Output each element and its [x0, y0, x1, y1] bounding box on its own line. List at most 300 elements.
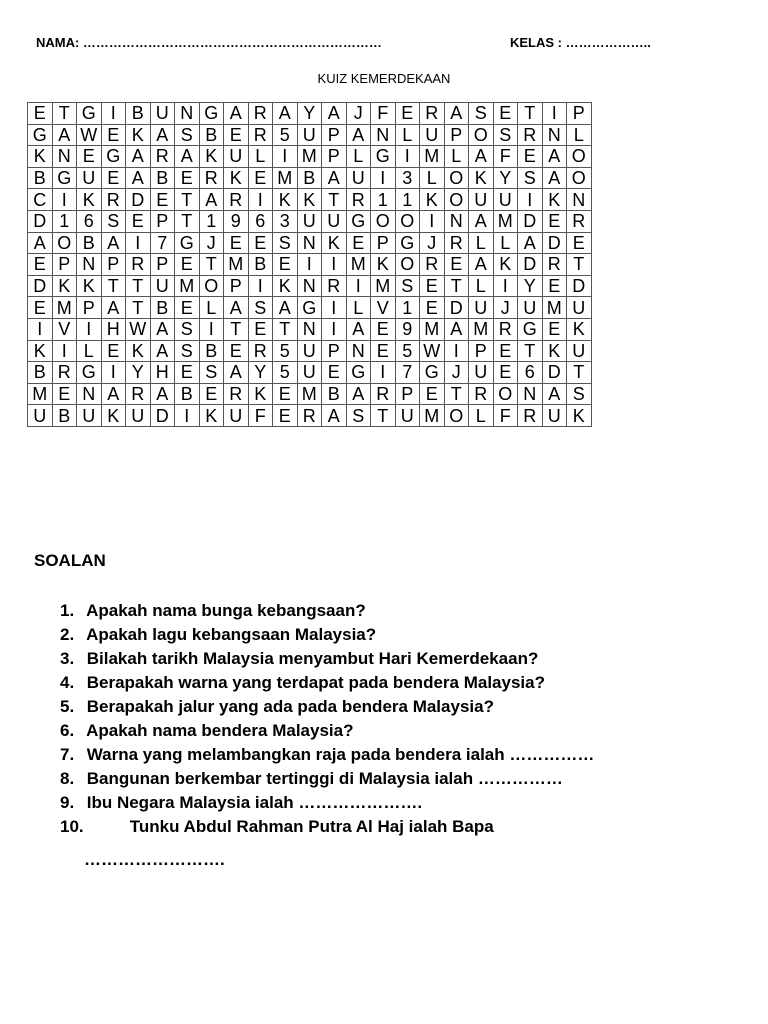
- grid-cell: R: [248, 340, 273, 362]
- grid-cell: D: [518, 254, 543, 276]
- grid-row: [28, 318, 592, 340]
- grid-cell: U: [150, 275, 175, 297]
- question-text: Bilakah tarikh Malaysia menyambut Hari Kemerdekaan?: [86, 649, 539, 668]
- grid-cell: E: [224, 232, 249, 254]
- grid-cell: R: [248, 103, 273, 125]
- grid-cell: M: [371, 275, 396, 297]
- grid-cell: E: [150, 189, 175, 211]
- grid-cell: Y: [518, 275, 543, 297]
- grid-cell: E: [542, 210, 567, 232]
- grid-cell: W: [77, 124, 102, 146]
- grid-cell: T: [518, 103, 543, 125]
- grid-cell: A: [101, 232, 126, 254]
- grid-cell: G: [77, 362, 102, 384]
- grid-cell: A: [518, 232, 543, 254]
- grid-cell: B: [28, 167, 53, 189]
- grid-cell: I: [248, 189, 273, 211]
- grid-cell: P: [371, 232, 396, 254]
- grid-cell: E: [126, 210, 151, 232]
- grid-cell: S: [175, 124, 200, 146]
- grid-cell: A: [175, 146, 200, 168]
- grid-row: [28, 167, 592, 189]
- grid-cell: V: [371, 297, 396, 319]
- grid-cell: P: [150, 254, 175, 276]
- grid-cell: M: [420, 318, 445, 340]
- grid-cell: K: [126, 340, 151, 362]
- grid-cell: 7: [150, 232, 175, 254]
- grid-cell: S: [395, 275, 420, 297]
- grid-cell: R: [371, 383, 396, 405]
- grid-cell: K: [371, 254, 396, 276]
- grid-cell: B: [52, 405, 77, 427]
- grid-cell: A: [542, 146, 567, 168]
- grid-cell: 1: [371, 189, 396, 211]
- grid-row: [28, 189, 592, 211]
- grid-cell: I: [444, 340, 469, 362]
- grid-cell: B: [248, 254, 273, 276]
- grid-cell: M: [469, 318, 494, 340]
- grid-cell: A: [150, 383, 175, 405]
- grid-cell: V: [52, 318, 77, 340]
- grid-cell: A: [126, 146, 151, 168]
- grid-cell: U: [493, 189, 518, 211]
- grid-cell: N: [518, 383, 543, 405]
- grid-cell: N: [297, 275, 322, 297]
- grid-row: [28, 232, 592, 254]
- grid-cell: I: [126, 232, 151, 254]
- question-item: [60, 647, 594, 671]
- grid-cell: E: [28, 103, 53, 125]
- grid-cell: M: [297, 383, 322, 405]
- grid-cell: B: [77, 232, 102, 254]
- grid-cell: T: [126, 275, 151, 297]
- grid-cell: R: [518, 405, 543, 427]
- grid-cell: N: [297, 232, 322, 254]
- grid-cell: D: [126, 189, 151, 211]
- grid-cell: Y: [493, 167, 518, 189]
- grid-cell: P: [101, 254, 126, 276]
- grid-cell: U: [150, 103, 175, 125]
- grid-cell: 5: [273, 124, 298, 146]
- grid-cell: I: [542, 103, 567, 125]
- grid-cell: E: [346, 232, 371, 254]
- grid-cell: O: [493, 383, 518, 405]
- grid-cell: M: [346, 254, 371, 276]
- grid-cell: S: [567, 383, 592, 405]
- grid-cell: S: [469, 103, 494, 125]
- question-number: 7.: [60, 745, 75, 764]
- grid-cell: K: [77, 275, 102, 297]
- grid-cell: S: [273, 232, 298, 254]
- grid-cell: 3: [395, 167, 420, 189]
- grid-cell: T: [224, 318, 249, 340]
- grid-cell: M: [28, 383, 53, 405]
- quiz-title: KUIZ KEMERDEKAAN: [317, 71, 451, 86]
- grid-cell: P: [322, 124, 347, 146]
- grid-cell: U: [322, 210, 347, 232]
- grid-cell: U: [77, 405, 102, 427]
- grid-cell: K: [199, 146, 224, 168]
- grid-cell: E: [542, 275, 567, 297]
- grid-cell: T: [567, 254, 592, 276]
- grid-cell: 9: [224, 210, 249, 232]
- grid-row: [28, 254, 592, 276]
- grid-cell: B: [199, 124, 224, 146]
- grid-cell: A: [346, 383, 371, 405]
- grid-cell: E: [518, 146, 543, 168]
- grid-cell: A: [469, 146, 494, 168]
- grid-cell: E: [273, 405, 298, 427]
- grid-cell: E: [175, 254, 200, 276]
- grid-cell: R: [322, 275, 347, 297]
- grid-cell: F: [493, 146, 518, 168]
- grid-cell: T: [371, 405, 396, 427]
- grid-cell: O: [567, 167, 592, 189]
- question-text: Ibu Negara Malaysia ialah ………………….: [86, 793, 423, 812]
- grid-cell: F: [371, 103, 396, 125]
- grid-cell: M: [273, 167, 298, 189]
- grid-cell: A: [224, 297, 249, 319]
- grid-cell: U: [567, 340, 592, 362]
- grid-cell: I: [101, 103, 126, 125]
- grid-row: [28, 103, 592, 125]
- grid-cell: U: [224, 146, 249, 168]
- grid-row: [28, 383, 592, 405]
- question-text: Tunku Abdul Rahman Putra Al Haj ialah Bapa: [129, 817, 494, 836]
- grid-cell: 6: [248, 210, 273, 232]
- grid-cell: D: [150, 405, 175, 427]
- question-number: 2.: [60, 625, 75, 644]
- grid-cell: E: [248, 318, 273, 340]
- grid-cell: O: [444, 167, 469, 189]
- grid-cell: H: [150, 362, 175, 384]
- grid-cell: M: [175, 275, 200, 297]
- grid-cell: P: [52, 254, 77, 276]
- grid-cell: I: [199, 318, 224, 340]
- grid-cell: J: [444, 362, 469, 384]
- grid-cell: A: [322, 167, 347, 189]
- grid-cell: G: [420, 362, 445, 384]
- grid-cell: P: [322, 340, 347, 362]
- grid-cell: G: [346, 210, 371, 232]
- grid-cell: A: [542, 167, 567, 189]
- grid-cell: K: [567, 405, 592, 427]
- grid-cell: T: [518, 340, 543, 362]
- grid-cell: A: [346, 318, 371, 340]
- grid-cell: U: [469, 362, 494, 384]
- grid-cell: N: [297, 318, 322, 340]
- question-text: Apakah lagu kebangsaan Malaysia?: [86, 625, 377, 644]
- grid-cell: 9: [395, 318, 420, 340]
- grid-cell: A: [322, 103, 347, 125]
- question-item: [60, 695, 594, 719]
- grid-cell: K: [542, 189, 567, 211]
- grid-cell: A: [224, 362, 249, 384]
- grid-cell: R: [567, 210, 592, 232]
- grid-cell: J: [493, 297, 518, 319]
- grid-cell: E: [371, 340, 396, 362]
- grid-cell: E: [420, 275, 445, 297]
- grid-cell: G: [346, 362, 371, 384]
- grid-cell: I: [395, 146, 420, 168]
- grid-cell: M: [52, 297, 77, 319]
- grid-cell: T: [444, 383, 469, 405]
- grid-cell: T: [101, 275, 126, 297]
- grid-cell: R: [126, 254, 151, 276]
- grid-cell: D: [28, 210, 53, 232]
- grid-cell: 6: [518, 362, 543, 384]
- question-text: Bangunan berkembar tertinggi di Malaysia ialah ……………: [86, 769, 563, 788]
- grid-cell: G: [52, 167, 77, 189]
- grid-cell: I: [420, 210, 445, 232]
- grid-cell: 5: [273, 362, 298, 384]
- grid-cell: R: [248, 124, 273, 146]
- grid-cell: I: [518, 189, 543, 211]
- grid-cell: 1: [395, 297, 420, 319]
- grid-cell: D: [28, 275, 53, 297]
- question-item: [60, 767, 594, 791]
- grid-cell: D: [542, 232, 567, 254]
- grid-cell: T: [199, 254, 224, 276]
- grid-cell: T: [126, 297, 151, 319]
- grid-cell: T: [567, 362, 592, 384]
- grid-cell: E: [175, 362, 200, 384]
- grid-cell: L: [469, 275, 494, 297]
- grid-cell: J: [346, 103, 371, 125]
- grid-cell: N: [175, 103, 200, 125]
- grid-cell: K: [52, 275, 77, 297]
- question-number: 1.: [60, 601, 75, 620]
- grid-cell: I: [297, 254, 322, 276]
- grid-cell: K: [469, 167, 494, 189]
- grid-cell: R: [493, 318, 518, 340]
- word-search-grid: [27, 102, 592, 427]
- grid-cell: P: [395, 383, 420, 405]
- question-item: [60, 599, 594, 623]
- grid-cell: N: [346, 340, 371, 362]
- grid-cell: K: [101, 405, 126, 427]
- grid-cell: A: [444, 103, 469, 125]
- grid-cell: A: [126, 167, 151, 189]
- grid-cell: O: [199, 275, 224, 297]
- grid-cell: 1: [199, 210, 224, 232]
- grid-cell: D: [518, 210, 543, 232]
- grid-cell: K: [248, 383, 273, 405]
- grid-cell: E: [224, 340, 249, 362]
- grid-cell: K: [28, 146, 53, 168]
- grid-cell: S: [493, 124, 518, 146]
- grid-cell: F: [493, 405, 518, 427]
- grid-cell: R: [297, 405, 322, 427]
- question-item: [60, 623, 594, 647]
- grid-row: [28, 146, 592, 168]
- grid-cell: E: [101, 124, 126, 146]
- grid-cell: L: [444, 146, 469, 168]
- grid-cell: U: [126, 405, 151, 427]
- question-number: 6.: [60, 721, 75, 740]
- question-text: Berapakah warna yang terdapat pada bendera Malaysia?: [86, 673, 545, 692]
- grid-cell: N: [567, 189, 592, 211]
- grid-cell: D: [567, 275, 592, 297]
- grid-cell: L: [493, 232, 518, 254]
- name-field-label: NAMA: ……………………………………………………………: [36, 35, 382, 50]
- grid-cell: 7: [395, 362, 420, 384]
- grid-cell: R: [542, 254, 567, 276]
- grid-cell: S: [101, 210, 126, 232]
- grid-cell: U: [297, 362, 322, 384]
- grid-cell: S: [175, 340, 200, 362]
- grid-cell: K: [297, 189, 322, 211]
- grid-cell: O: [395, 254, 420, 276]
- grid-cell: A: [150, 318, 175, 340]
- grid-cell: R: [518, 124, 543, 146]
- grid-cell: E: [101, 340, 126, 362]
- question-number: 9.: [60, 793, 75, 812]
- grid-cell: A: [444, 318, 469, 340]
- grid-cell: S: [518, 167, 543, 189]
- question-item: [60, 791, 594, 815]
- grid-cell: P: [150, 210, 175, 232]
- grid-cell: B: [175, 383, 200, 405]
- grid-cell: R: [150, 146, 175, 168]
- grid-cell: N: [52, 146, 77, 168]
- grid-cell: U: [420, 124, 445, 146]
- grid-cell: I: [52, 189, 77, 211]
- question-item: [60, 671, 594, 695]
- grid-cell: B: [322, 383, 347, 405]
- grid-row: [28, 275, 592, 297]
- grid-cell: A: [150, 124, 175, 146]
- grid-cell: E: [493, 340, 518, 362]
- grid-cell: 1: [395, 189, 420, 211]
- grid-cell: E: [420, 383, 445, 405]
- grid-cell: U: [469, 189, 494, 211]
- grid-cell: U: [346, 167, 371, 189]
- grid-row: [28, 362, 592, 384]
- grid-cell: D: [444, 297, 469, 319]
- grid-row: [28, 210, 592, 232]
- grid-cell: R: [224, 383, 249, 405]
- grid-cell: K: [322, 232, 347, 254]
- grid-row: [28, 297, 592, 319]
- grid-cell: S: [248, 297, 273, 319]
- grid-cell: L: [346, 146, 371, 168]
- grid-cell: A: [273, 297, 298, 319]
- grid-cell: N: [542, 124, 567, 146]
- question-number: 4.: [60, 673, 75, 692]
- grid-cell: G: [199, 103, 224, 125]
- grid-cell: K: [77, 189, 102, 211]
- grid-cell: I: [322, 254, 347, 276]
- grid-cell: U: [518, 297, 543, 319]
- grid-cell: M: [224, 254, 249, 276]
- grid-cell: B: [126, 103, 151, 125]
- grid-cell: T: [175, 210, 200, 232]
- grid-cell: L: [77, 340, 102, 362]
- grid-cell: R: [444, 232, 469, 254]
- grid-cell: M: [493, 210, 518, 232]
- class-field-label: KELAS : ………………..: [510, 35, 651, 50]
- grid-cell: I: [346, 275, 371, 297]
- grid-cell: I: [248, 275, 273, 297]
- grid-cell: A: [322, 405, 347, 427]
- grid-cell: O: [469, 124, 494, 146]
- grid-cell: E: [273, 383, 298, 405]
- grid-cell: E: [175, 297, 200, 319]
- grid-cell: K: [542, 340, 567, 362]
- grid-cell: R: [224, 189, 249, 211]
- grid-cell: S: [346, 405, 371, 427]
- grid-cell: 3: [273, 210, 298, 232]
- grid-cell: L: [346, 297, 371, 319]
- grid-cell: T: [273, 318, 298, 340]
- grid-cell: U: [297, 210, 322, 232]
- question-item: [60, 743, 594, 767]
- grid-cell: I: [322, 318, 347, 340]
- grid-cell: A: [101, 297, 126, 319]
- grid-cell: R: [199, 167, 224, 189]
- grid-cell: E: [101, 167, 126, 189]
- grid-cell: Y: [248, 362, 273, 384]
- grid-cell: F: [248, 405, 273, 427]
- grid-cell: I: [101, 362, 126, 384]
- grid-cell: I: [52, 340, 77, 362]
- grid-cell: I: [371, 167, 396, 189]
- grid-cell: D: [542, 362, 567, 384]
- grid-cell: G: [371, 146, 396, 168]
- grid-cell: E: [395, 103, 420, 125]
- grid-cell: K: [420, 189, 445, 211]
- grid-cell: B: [199, 340, 224, 362]
- grid-cell: E: [420, 297, 445, 319]
- question-10-blank: …………………….: [84, 850, 225, 869]
- grid-cell: S: [199, 362, 224, 384]
- grid-cell: A: [469, 210, 494, 232]
- grid-cell: E: [52, 383, 77, 405]
- grid-cell: R: [346, 189, 371, 211]
- grid-cell: A: [542, 383, 567, 405]
- grid-cell: T: [444, 275, 469, 297]
- question-item: [60, 719, 594, 743]
- grid-cell: A: [28, 232, 53, 254]
- grid-cell: W: [126, 318, 151, 340]
- grid-cell: T: [52, 103, 77, 125]
- grid-cell: K: [224, 167, 249, 189]
- question-number: 3.: [60, 649, 75, 668]
- grid-cell: E: [77, 146, 102, 168]
- grid-cell: A: [273, 103, 298, 125]
- grid-cell: I: [77, 318, 102, 340]
- grid-cell: A: [469, 254, 494, 276]
- grid-cell: 5: [395, 340, 420, 362]
- grid-cell: L: [395, 124, 420, 146]
- grid-cell: O: [395, 210, 420, 232]
- question-text: Apakah nama bunga kebangsaan?: [86, 601, 366, 620]
- grid-cell: E: [322, 362, 347, 384]
- grid-row: [28, 124, 592, 146]
- grid-cell: E: [175, 167, 200, 189]
- grid-cell: E: [28, 254, 53, 276]
- grid-cell: A: [101, 383, 126, 405]
- grid-cell: O: [52, 232, 77, 254]
- grid-cell: B: [297, 167, 322, 189]
- grid-cell: K: [567, 318, 592, 340]
- question-text: Apakah nama bendera Malaysia?: [86, 721, 354, 740]
- grid-cell: P: [444, 124, 469, 146]
- question-number: 8.: [60, 769, 75, 788]
- grid-cell: P: [224, 275, 249, 297]
- grid-cell: L: [199, 297, 224, 319]
